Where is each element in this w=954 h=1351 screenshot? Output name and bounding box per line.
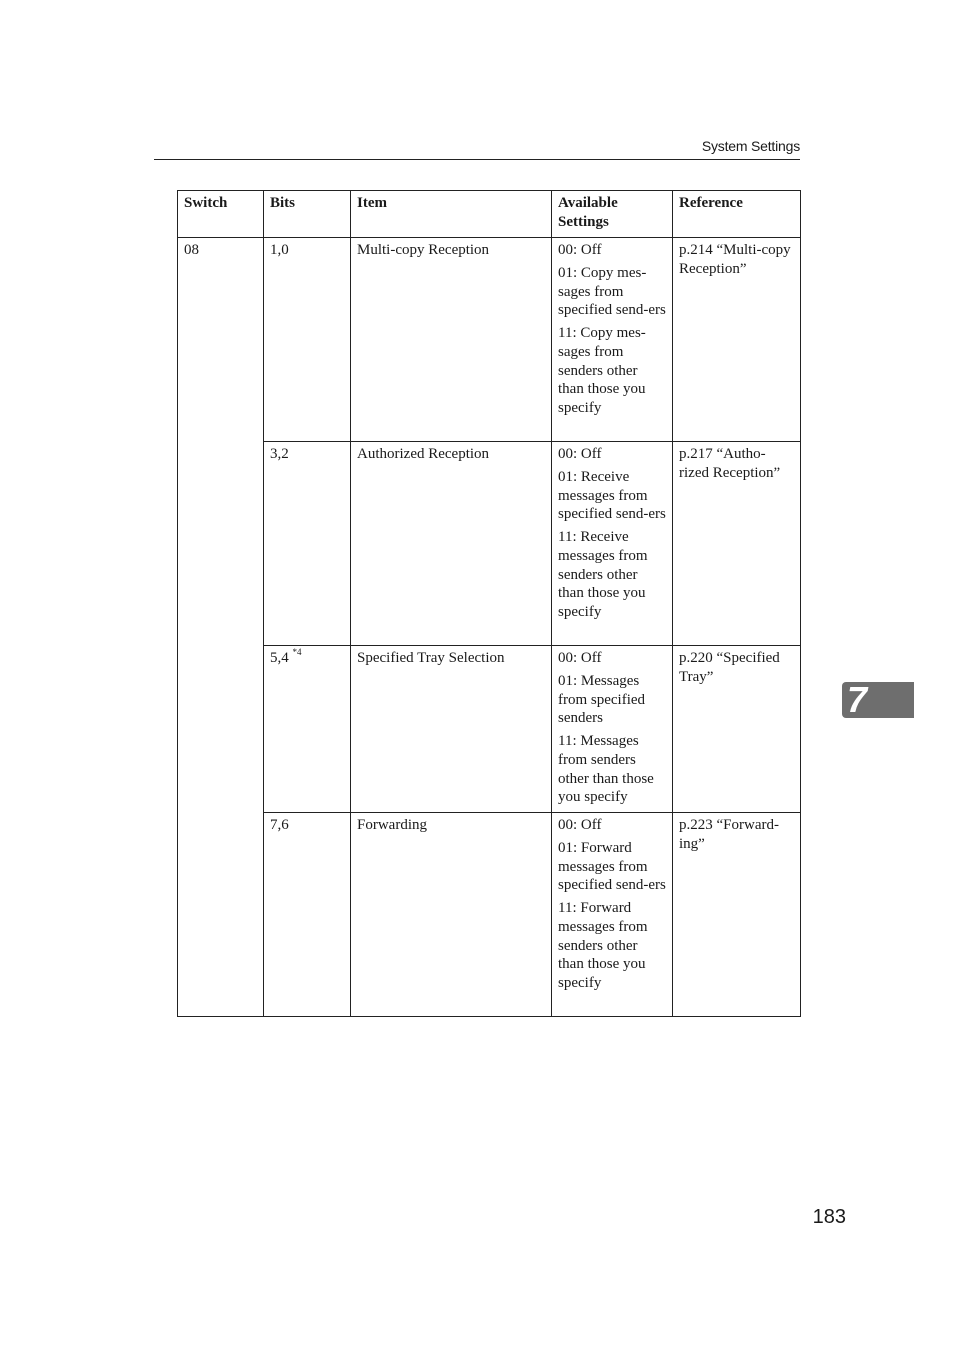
- bits-value: 5,4: [270, 650, 289, 666]
- column-header-available-settings: Available Settings: [552, 191, 673, 238]
- setting-option: 11: Receive messages from senders other than those you specify: [558, 529, 648, 620]
- item-cell: Forwarding: [351, 813, 552, 1017]
- reference-cell: p.214 “Multi-copy Reception”: [673, 238, 801, 442]
- table-row: [178, 442, 801, 646]
- bits-value: 3,2: [270, 446, 289, 462]
- bits-cell: [264, 442, 351, 646]
- page-number: 183: [812, 1206, 846, 1228]
- footnote-marker: *4: [292, 647, 302, 657]
- item-cell: Multi-copy Reception: [351, 238, 552, 442]
- column-header-reference: Reference: [673, 191, 801, 238]
- setting-option: 00: Off: [558, 446, 602, 462]
- setting-option: 00: Off: [558, 650, 602, 666]
- setting-option: 01: Receive messages from specified send-ers: [558, 469, 666, 523]
- chapter-number: 7: [847, 679, 868, 720]
- table-row: [178, 813, 801, 1017]
- item-cell: Specified Tray Selection: [351, 646, 552, 813]
- setting-option: 00: Off: [558, 817, 602, 833]
- table-row: [178, 646, 801, 813]
- switch-cell: 08: [178, 238, 264, 1017]
- chapter-tab: [842, 679, 914, 720]
- setting-option: 11: Copy mes-sages from senders other than those you specify: [558, 325, 646, 416]
- setting-option: 01: Copy mes-sages from specified send-ers: [558, 265, 666, 319]
- setting-option: 11: Forward messages from senders other than those you specify: [558, 900, 648, 991]
- running-head-section-title: System Settings: [701, 138, 800, 154]
- system-settings-table: [177, 190, 801, 1017]
- reference-cell: p.220 “Specified Tray”: [673, 646, 801, 813]
- setting-option: 01: Messages from specified senders: [558, 673, 646, 727]
- bits-cell: [264, 238, 351, 442]
- header-rule: [154, 159, 800, 160]
- setting-option: 01: Forward messages from specified send-ers: [558, 840, 666, 894]
- settings-cell: [552, 442, 673, 646]
- bits-cell: [264, 646, 351, 813]
- settings-cell: [552, 238, 673, 442]
- item-cell: Authorized Reception: [351, 442, 552, 646]
- reference-cell: p.223 “Forward-ing”: [673, 813, 801, 1017]
- bits-value: 7,6: [270, 817, 289, 833]
- table-row: [178, 238, 801, 442]
- bits-cell: [264, 813, 351, 1017]
- column-header-item: Item: [351, 191, 552, 238]
- settings-cell: [552, 646, 673, 813]
- reference-cell: p.217 “Autho-rized Reception”: [673, 442, 801, 646]
- settings-cell: [552, 813, 673, 1017]
- setting-option: 00: Off: [558, 242, 602, 258]
- column-header-switch: Switch: [178, 191, 264, 238]
- setting-option: 11: Messages from senders other than those you specify: [558, 733, 654, 806]
- column-header-bits: Bits: [264, 191, 351, 238]
- table-header-row: [178, 191, 801, 238]
- bits-value: 1,0: [270, 242, 289, 258]
